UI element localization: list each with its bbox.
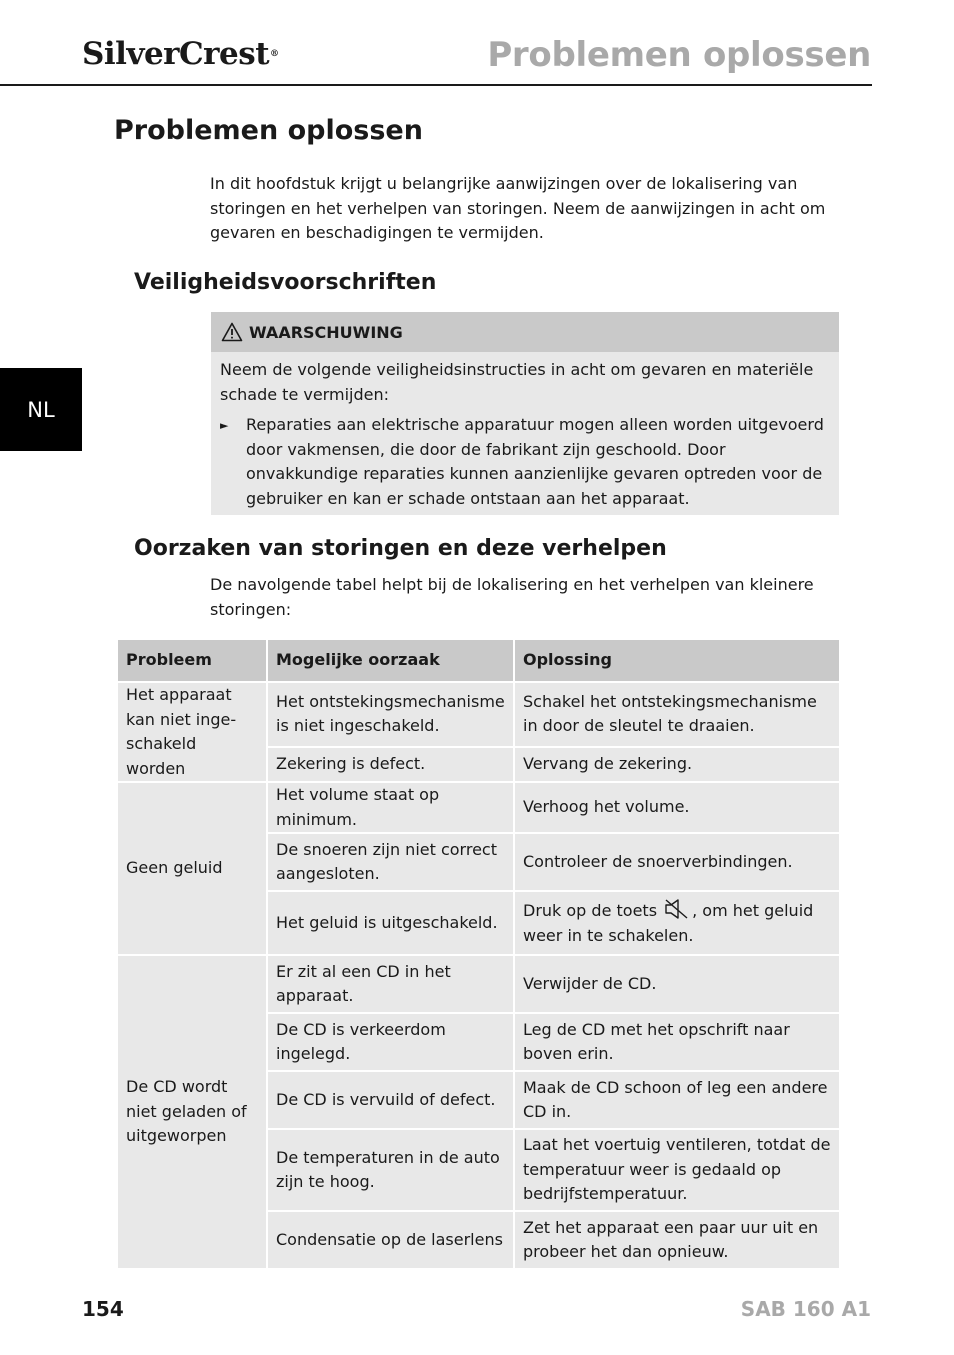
mute-icon — [664, 898, 690, 920]
warning-box — [211, 312, 839, 515]
cause-cell: De snoeren zijn niet correct aangesloten. — [267, 833, 514, 891]
header-cause: Mogelijke oorzaak — [267, 639, 514, 682]
problem-cell: De CD wordt niet geladen of uitgeworpen — [117, 955, 267, 1269]
solution-cell: Schakel het ontstekingsmechanisme in door de sleutel te draaien. — [514, 682, 840, 747]
solution-text-before: Druk op de toets — [523, 901, 658, 920]
solution-cell: Leg de CD met het opschrift naar boven erin. — [514, 1013, 840, 1071]
header-solution: Oplossing — [514, 639, 840, 682]
table-row — [117, 782, 840, 833]
cause-cell: Condensatie op de laserlens — [267, 1211, 514, 1269]
header-problem: Probleem — [117, 639, 267, 682]
solution-cell: Verhoog het volume. — [514, 782, 840, 833]
solution-cell — [514, 891, 840, 955]
warning-bullet-item — [220, 413, 829, 511]
solution-cell: Maak de CD schoon of leg een andere CD in. — [514, 1071, 840, 1129]
solution-cell: Controleer de snoerverbindingen. — [514, 833, 840, 891]
solution-cell: Laat het voertuig ventileren, totdat de temperatuur weer is gedaald op bedrijfstemperatuur. — [514, 1129, 840, 1211]
page-number: 154 — [82, 1297, 124, 1321]
language-tab: NL — [0, 368, 82, 451]
causes-heading: Oorzaken van storingen en deze verhelpen — [134, 536, 667, 561]
table-row — [117, 682, 840, 747]
header-title: Problemen oplossen — [487, 35, 871, 75]
model-number: SAB 160 A1 — [740, 1297, 871, 1321]
bullet-arrow-icon: ► — [220, 419, 229, 432]
solution-text-after: , om het geluid weer in te schakelen. — [523, 901, 814, 945]
warning-triangle-icon — [221, 322, 243, 342]
table-row — [117, 955, 840, 1013]
problem-cell: Geen geluid — [117, 782, 267, 955]
brand-name: SilverCrest — [82, 36, 270, 72]
page-title: Problemen oplossen — [114, 115, 423, 146]
table-header-row — [117, 639, 840, 682]
solution-cell: Verwijder de CD. — [514, 955, 840, 1013]
cause-cell: Het geluid is uitgeschakeld. — [267, 891, 514, 955]
intro-paragraph: In dit hoofdstuk krijgt u belangrijke aanwijzingen over de lokalisering van storingen en het verhelpen van storingen. Neem de aanwijzingen in acht om gevaren en beschadigingen te vermijden. — [210, 174, 826, 242]
warning-header — [211, 312, 839, 352]
warning-text: Neem de volgende veiligheidsinstructies in acht om gevaren en materiële schade te vermijden: — [220, 360, 814, 404]
cause-cell: De CD is vervuild of defect. — [267, 1071, 514, 1129]
cause-cell: Het ontstekingsmechanisme is niet ingeschakeld. — [267, 682, 514, 747]
warning-body — [211, 352, 839, 511]
cause-cell: De temperaturen in de auto zijn te hoog. — [267, 1129, 514, 1211]
header-divider — [0, 84, 872, 86]
solution-cell: Zet het apparaat een paar uur uit en probeer het dan opnieuw. — [514, 1211, 840, 1269]
registered-mark: ® — [270, 49, 279, 59]
warning-bullet-text: Reparaties aan elektrische apparatuur mogen alleen worden uitgevoerd door vakmensen, die door de fabrikant zijn geschoold. Door onvakkundige reparaties kunnen aanzienlijke gevaren optreden voor de gebruiker en kan er schade ontstaan aan het apparaat. — [246, 415, 824, 508]
brand-logo — [82, 34, 279, 74]
solution-cell: Vervang de zekering. — [514, 747, 840, 782]
problem-cell: Het apparaat kan niet inge-schakeld worden — [117, 682, 267, 782]
troubleshooting-table — [116, 638, 841, 1270]
cause-cell: Zekering is defect. — [267, 747, 514, 782]
safety-heading: Veiligheidsvoorschriften — [134, 270, 437, 295]
warning-label: WAARSCHUWING — [249, 322, 403, 342]
cause-cell: Het volume staat op minimum. — [267, 782, 514, 833]
cause-cell: De CD is verkeerdom ingelegd. — [267, 1013, 514, 1071]
table-intro: De navolgende tabel helpt bij de lokalisering en het verhelpen van kleinere storingen: — [210, 575, 814, 619]
cause-cell: Er zit al een CD in het apparaat. — [267, 955, 514, 1013]
